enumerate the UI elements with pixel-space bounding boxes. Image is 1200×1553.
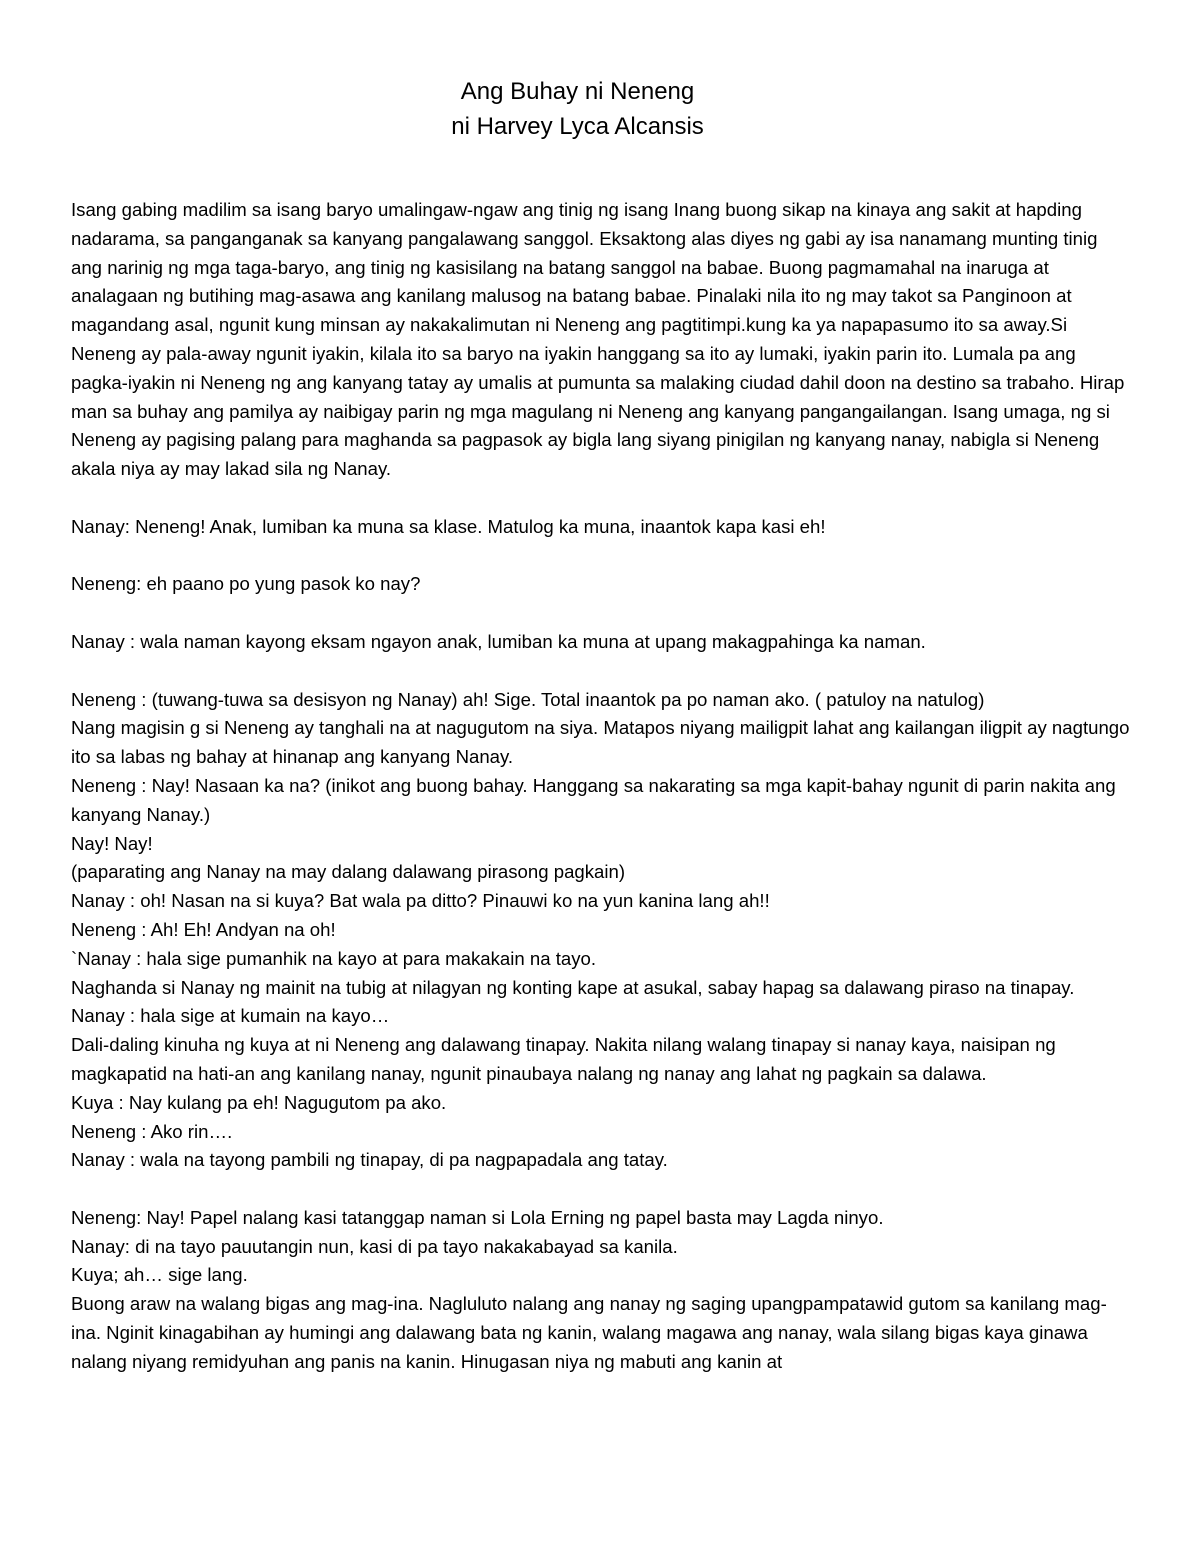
paragraph: (paparating ang Nanay na may dalang dalawang pirasong pagkain) xyxy=(71,861,626,883)
paragraph: Neneng : Nay! Nasaan ka na? (inikot ang buong bahay. Hanggang sa nakarating sa mga kapit-bahay ngunit di parin nakita ang kanyang Nanay.) xyxy=(71,774,1116,825)
paragraph: Nanay : oh! Nasan na si kuya? Bat wala pa ditto? Pinauwi ko na yun kanina lang ah!! xyxy=(71,890,770,912)
title-block xyxy=(0,74,1155,144)
paragraph-spacer xyxy=(71,484,1133,513)
paragraph: Nanay: di na tayo pauutangin nun, kasi di pa tayo nakakabayad sa kanila. xyxy=(71,1235,678,1257)
paragraph: Nanay : hala sige at kumain na kayo… xyxy=(71,1005,390,1027)
paragraph: Nay! Nay! xyxy=(71,832,153,854)
paragraph: Nang magisin g si Neneng ay tanghali na at nagugutom na siya. Matapos niyang mailigpit lahat ang kailangan iligpit ay nagtungo ito sa labas ng bahay at hinanap ang kanyang Nanay. xyxy=(71,717,1130,768)
paragraph: Neneng: eh paano po yung pasok ko nay? xyxy=(71,573,421,595)
paragraph-spacer xyxy=(71,599,1133,628)
document-body xyxy=(71,196,1133,1377)
document-author: ni Harvey Lyca Alcansis xyxy=(451,113,704,140)
paragraph: Kuya; ah… sige lang. xyxy=(71,1264,248,1286)
paragraph: Kuya : Nay kulang pa eh! Nagugutom pa ako. xyxy=(71,1091,447,1113)
paragraph-spacer xyxy=(71,1175,1133,1204)
paragraph: Nanay: Neneng! Anak, lumiban ka muna sa klase. Matulog ka muna, inaantok kapa kasi eh! xyxy=(71,515,826,537)
paragraph: Dali-daling kinuha ng kuya at ni Neneng ang dalawang tinapay. Nakita nilang walang tinapay si nanay kaya, naisipan ng magkapatid na hati-an ang kanilang nanay, ngunit pinaubaya nalang ng nanay ang lahat ng pagkain sa dalawa. xyxy=(71,1034,1056,1084)
paragraph-spacer xyxy=(71,542,1133,571)
paragraph: Buong araw na walang bigas ang mag-ina. Nagluluto nalang ang nanay ng saging upangpampatawid gutom sa kanilang mag-ina. Nginit kinagabihan ay humingi ang dalawang bata ng kanin, walang magawa ang nanay, wala silang bigas kaya ginawa nalang niyang remidyuhan ang panis na kanin. Hinugasan niya ng mabuti ang kanin at xyxy=(71,1293,1107,1372)
document-title: Ang Buhay ni Neneng xyxy=(460,78,695,105)
paragraph: `Nanay : hala sige pumanhik na kayo at para makakain na tayo. xyxy=(71,947,597,969)
paragraph: Nanay : wala na tayong pambili ng tinapay, di pa nagpapadala ang tatay. xyxy=(71,1149,668,1171)
paragraph: Neneng : Ako rin…. xyxy=(71,1120,233,1142)
paragraph: Naghanda si Nanay ng mainit na tubig at nilagyan ng konting kape at asukal, sabay hapag sa dalawang piraso na tinapay. xyxy=(71,976,1075,998)
paragraph: Neneng : (tuwang-tuwa sa desisyon ng Nanay) ah! Sige. Total inaantok pa po naman ako. ( patuloy na natulog) xyxy=(71,688,985,710)
paragraph: Nanay : wala naman kayong eksam ngayon anak, lumiban ka muna at upang makagpahinga ka naman. xyxy=(71,630,926,652)
paragraph-spacer xyxy=(71,657,1133,686)
paragraph: Neneng: Nay! Papel nalang kasi tatanggap naman si Lola Erning ng papel basta may Lagda ninyo. xyxy=(71,1206,884,1228)
paragraph: Isang gabing madilim sa isang baryo umalingaw-ngaw ang tinig ng isang Inang buong sikap na kinaya ang sakit at hapding nadarama, sa panganganak sa kanyang pangalawang sanggol. Eksaktong alas diyes ng gabi ay isa nanamang munting tinig ang narinig ng mga taga-baryo, ang tinig ng kasisilang na batang sanggol na babae. Buong pagmamahal na inaruga at analagaan ng butihing mag-asawa ang kanilang malusog na batang babae. Pinalaki nila ito ng may takot sa Panginoon at magandang asal, ngunit kung minsan ay nakakalimutan ni Neneng ang pagtitimpi.kung ka ya napapasumo ito sa away.Si Neneng ay pala-away ngunit iyakin, kilala ito sa baryo na iyakin hanggang sa ito ay lumaki, iyakin parin ito. Lumala pa ang pagka-iyakin ni Neneng ng ang kanyang tatay ay umalis at pumunta sa malaking ciudad dahil doon na destino sa trabaho. Hirap man sa buhay ang pamilya ay naibigay parin ng mga magulang ni Neneng ang kanyang pangangailangan. Isang umaga, ng si Neneng ay pagising palang para maghanda sa pagpasok ay bigla lang siyang pinigilan ng kanyang nanay, nabigla si Neneng akala niya ay may lakad sila ng Nanay. xyxy=(71,199,1125,480)
paragraph: Neneng : Ah! Eh! Andyan na oh! xyxy=(71,918,336,940)
